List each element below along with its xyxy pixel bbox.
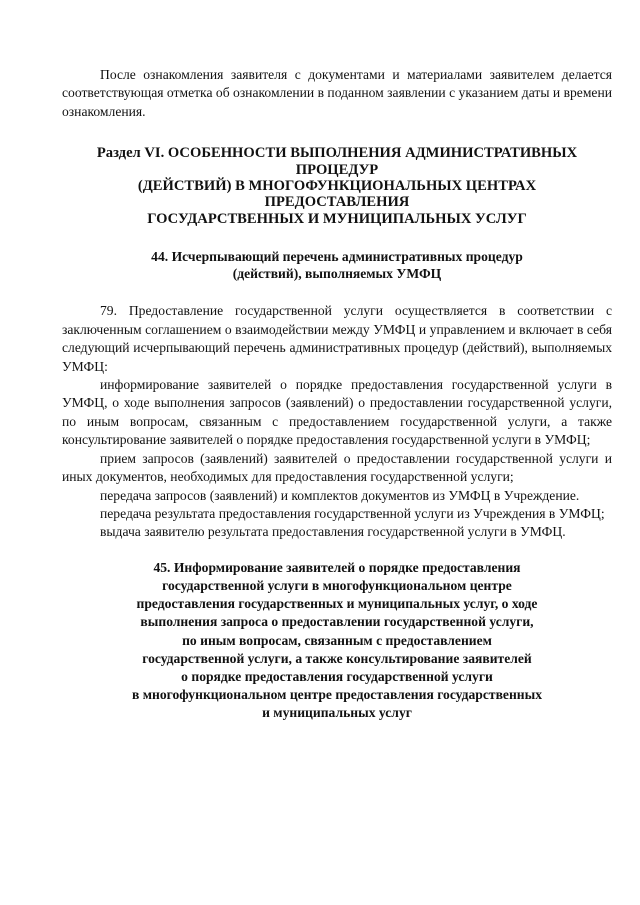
intro-paragraph: После ознакомления заявителя с документами и материалами заявителем делается соответствующая отметка об ознакомлении в поданном заявлении с указанием даты и времени ознакомления.: [62, 67, 612, 119]
paragraph-79: 79. Предоставление государственной услуги осуществляется в соответствии с заключенным соглашением о взаимодействии между УМФЦ и управлением и включает в себя следующий исчерпывающий перечень административных процедур (действий), выполняемых УМФЦ:: [62, 303, 612, 374]
subheading-44: [62, 249, 612, 282]
subheading-45-line: о порядке предоставления государственной услуги: [181, 668, 493, 684]
section-heading-line: Раздел VI. ОСОБЕННОСТИ ВЫПОЛНЕНИЯ АДМИНИСТРАТИВНЫХ: [96, 145, 578, 162]
body-paragraphs: [62, 302, 612, 541]
subheading-45: [62, 559, 612, 723]
section-heading-line: (ДЕЙСТВИЙ) В МНОГОФУНКЦИОНАЛЬНЫХ ЦЕНТРАХ: [137, 178, 537, 195]
list-item-issuance: выдача заявителю результата предоставления государственной услуги в УМФЦ.: [100, 524, 566, 540]
list-item-transfer-requests: передача запросов (заявлений) и комплектов документов из УМФЦ в Учреждение.: [100, 487, 580, 503]
document-page: [62, 66, 612, 723]
subheading-44-line: 44. Исчерпывающий перечень административных процедур: [151, 249, 523, 265]
subheading-45-line: предоставления государственных и муниципальных услуг, о ходе: [136, 596, 538, 612]
subheading-45-line: государственной услуги в многофункциональном центре: [162, 577, 512, 593]
subheading-45-line: 45. Информирование заявителей о порядке предоставления: [153, 559, 521, 575]
section-heading: [62, 145, 612, 227]
subheading-45-line: государственной услуги, а также консультирование заявителей: [142, 650, 532, 666]
section-heading-line: ГОСУДАРСТВЕННЫХ И МУНИЦИПАЛЬНЫХ УСЛУГ: [147, 210, 527, 227]
list-item-informing: информирование заявителей о порядке предоставления государственной услуги в УМФЦ, о ходе выполнения запросов (заявлений) о предоставлении государственной услуги, по иным вопросам, связанным с предоставлением государственной услуги, а также консультирование заявителей о порядке предоставления государственной услуги в УМФЦ;: [62, 377, 612, 448]
section-heading-line: ПРЕДОСТАВЛЕНИЯ: [264, 194, 410, 211]
list-item-transfer-result: передача результата предоставления государственной услуги из Учреждения в УМФЦ;: [100, 505, 605, 521]
list-item-reception: прием запросов (заявлений) заявителей о предоставлении государственной услуги и иных документов, необходимых для предоставления государственной услуги;: [62, 450, 612, 485]
subheading-45-line: по иным вопросам, связанным с предоставлением: [182, 632, 492, 648]
subheading-45-line: и муниципальных услуг: [262, 705, 412, 721]
subheading-45-line: в многофункциональном центре предоставления государственных: [131, 687, 543, 703]
section-heading-line: ПРОЦЕДУР: [295, 161, 379, 178]
subheading-44-line: (действий), выполняемых УМФЦ: [232, 265, 442, 281]
subheading-45-line: выполнения запроса о предоставлении государственной услуги,: [140, 614, 534, 630]
